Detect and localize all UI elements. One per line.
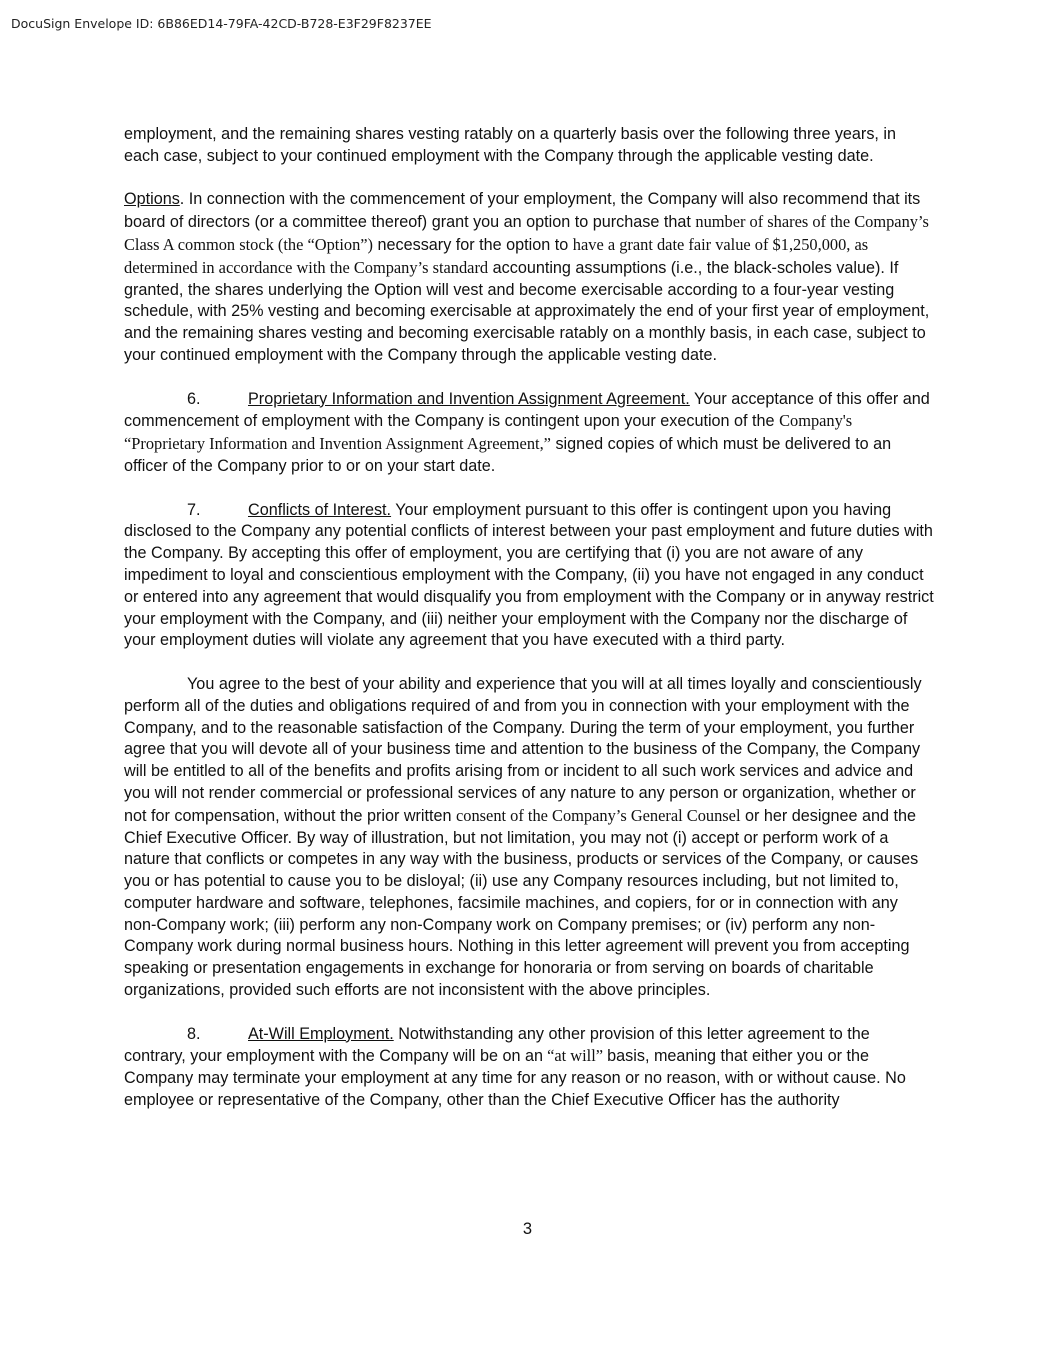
section-6-tail: signed copies of which must be delivered to an officer of the Company prior to or on your start date. (124, 435, 892, 475)
section-8-number: 8. (187, 1024, 201, 1043)
paragraph-continued: employment, and the remaining shares vesting ratably on a quarterly basis over the following three years, in each case, subject to your continued employment with the Company through the applicable vesting date. (124, 125, 897, 165)
letter-body (124, 124, 934, 1134)
section-6-heading: Proprietary Information and Invention Assignment Agreement. (248, 389, 690, 408)
options-serif-1: number of shares of the Company’s Class A common stock (the “Option”) (124, 212, 929, 254)
section-7-heading: Conflicts of Interest. (248, 500, 392, 519)
agree-lead: You agree to the best of your ability and experience that you will at all times loyally and conscientiously perform all of the duties and obligations required of and from you in connection with your employment with the Company, and to the reasonable satisfaction of the Company. During the term of your employment, you further agree that you will devote all of your business time and attention to the business of the Company, the Company will be entitled to all of the benefits and profits arising from or incident to all such work services and advice and you will not render commercial or professional services of any nature to any person or organization, whether or not for compensation, without the prior written (124, 674, 922, 825)
page-number: 3 (522, 1220, 533, 1238)
section-8-lead: Notwithstanding any other provision of this letter agreement to the contrary, your employment with the Company will be on an (124, 1024, 870, 1066)
paragraph-agree (124, 674, 934, 1002)
section-6-number: 6. (187, 389, 201, 408)
section-8-tail: basis, meaning that either you or the Company may terminate your employment at any time for any reason or no reason, with or without cause. No employee or representative of the Company, other than the Chief Executive Officer has the authority (124, 1047, 906, 1110)
section-7-number: 7. (187, 500, 201, 519)
options-tail: accounting assumptions (i.e., the black-scholes value). If granted, the shares underlying the Option will vest and become exercisable according to a four-year vesting schedule, with 25% vesting and becoming exercisable at approximately the end of your first year of employment, and the remaining shares vesting and becoming exercisable ratably on a monthly basis, in each case, subject to your continued employment with the Company through the applicable vesting date. (124, 258, 930, 364)
agree-tail: or her designee and the Chief Executive Officer. By way of illustration, but not limitation, you may not (i) accept or perform work of a nature that conflicts or competes in any way with the business, products or services of the Company, or causes you or has potential to cause you to be disloyal; (ii) use any Company resources including, but not limited to, computer hardware and software, telephones, facsimile machines, and copiers, for or in connection with any non-Company work; (iii) perform any non-Company work on Company premises; or (iv) perform any non-Company work during normal business hours. Nothing in this letter agreement will prevent you from accepting speaking or presentation engagements in exchange for honoraria or from serving on boards of charitable organizations, provided such efforts are not inconsistent with the above principles. (124, 806, 919, 1000)
paragraph-options (124, 189, 934, 366)
options-serif-2: have a grant date fair value of $1,250,000, as determined in accordance with the Company’s standard (124, 234, 869, 277)
agree-serif: consent of the Company’s General Counsel (456, 805, 741, 825)
section-6-serif: Company's “Proprietary Information and Invention Assignment Agreement,” (124, 411, 853, 454)
options-heading: Options (124, 190, 180, 209)
section-8-heading: At-Will Employment. (248, 1024, 394, 1043)
section-7 (124, 500, 934, 653)
section-6 (124, 389, 934, 478)
section-8 (124, 1024, 934, 1112)
docusign-envelope-id: DocuSign Envelope ID: 6B86ED14-79FA-42CD-B728-E3F29F8237EE (11, 16, 432, 31)
section-8-serif: “at will” (542, 1046, 608, 1066)
options-lead: . In connection with the commencement of your employment, the Company will also recommend that its board of directors (or a committee thereof) grant you an option to purchase that (124, 190, 921, 232)
section-6-lead: Your acceptance of this offer and commencement of employment with the Company is contingent upon your execution of the (124, 389, 930, 431)
options-mid: necessary for the option to (373, 235, 569, 254)
section-7-body: Your employment pursuant to this offer is contingent upon you having disclosed to the Company any potential conflicts of interest between your past employment and future duties with the Company. By accepting this offer of employment, you are certifying that (i) you are not aware of any impediment to loyal and conscientious employment with the Company, (ii) you have not engaged in any conduct or entered into any agreement that would disqualify you from employment with the Company or in anyway restrict your employment with the Company, and (iii) neither your employment with the Company nor the discharge of your employment duties will violate any agreement that you have executed with a third party. (124, 500, 934, 650)
